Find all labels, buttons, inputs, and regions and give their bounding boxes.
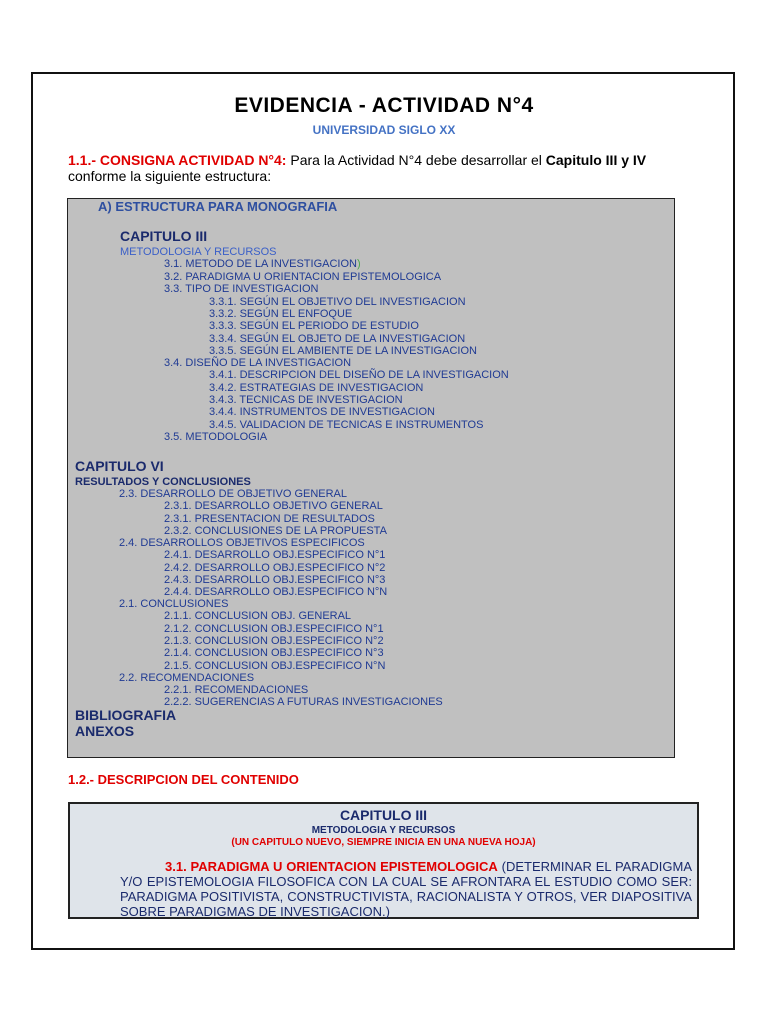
toc-item: 2.1.1. CONCLUSION OBJ. GENERAL bbox=[164, 610, 352, 622]
cap6-title: CAPITULO VI bbox=[75, 458, 164, 474]
desc-para-red: 3.1. PARADIGMA U ORIENTACION EPISTEMOLOGICA bbox=[165, 859, 498, 874]
toc-item: 3.3.5. SEGÚN EL AMBIENTE DE LA INVESTIGACION bbox=[209, 345, 477, 357]
toc-item: 3.4.4. INSTRUMENTOS DE INVESTIGACION bbox=[209, 406, 435, 418]
toc-item: 2.4.2. DESARROLLO OBJ.ESPECIFICO N°2 bbox=[164, 562, 386, 574]
document-title: EVIDENCIA - ACTIVIDAD N°4 bbox=[234, 94, 534, 117]
consigna-text-1: Para la Actividad N°4 debe desarrollar el bbox=[286, 152, 546, 168]
toc-item: 3.2. PARADIGMA U ORIENTACION EPISTEMOLOGICA bbox=[164, 271, 442, 283]
anexos-heading: ANEXOS bbox=[75, 723, 135, 739]
toc-item: 2.1.4. CONCLUSION OBJ.ESPECIFICO N°3 bbox=[164, 647, 384, 659]
toc-item: 3.4.3. TECNICAS DE INVESTIGACION bbox=[209, 394, 403, 406]
toc-item: 2.4.1. DESARROLLO OBJ.ESPECIFICO N°1 bbox=[164, 549, 386, 561]
structure-heading: A) ESTRUCTURA PARA MONOGRAFIA bbox=[98, 199, 338, 214]
toc-item: 2.2.1. RECOMENDACIONES bbox=[164, 684, 309, 696]
toc-item: 2.3.1. PRESENTACION DE RESULTADOS bbox=[164, 513, 375, 525]
toc-item: 2.3.1. DESARROLLO OBJETIVO GENERAL bbox=[164, 500, 383, 512]
toc-item: 2.2. RECOMENDACIONES bbox=[119, 672, 255, 684]
toc-item: 3.5. METODOLOGIA bbox=[164, 431, 268, 443]
toc-item: 2.4. DESARROLLOS OBJETIVOS ESPECIFICOS bbox=[119, 537, 365, 549]
desc-cap-title: CAPITULO III bbox=[339, 807, 428, 823]
toc-item: 2.3. DESARROLLO DE OBJETIVO GENERAL bbox=[119, 488, 348, 500]
descripcion-heading: 1.2.- DESCRIPCION DEL CONTENIDO bbox=[68, 772, 299, 787]
consigna-text-2: conforme la siguiente estructura: bbox=[68, 168, 272, 184]
desc-paragraph bbox=[120, 859, 692, 919]
toc-item: 3.4. DISEÑO DE LA INVESTIGACION bbox=[164, 357, 352, 369]
toc-item: 2.3.2. CONCLUSIONES DE LA PROPUESTA bbox=[164, 525, 387, 537]
desc-cap-subtitle: METODOLOGIA Y RECURSOS bbox=[311, 825, 456, 836]
consigna-bold: Capitulo III y IV bbox=[545, 152, 647, 168]
consigna-label: 1.1.- CONSIGNA ACTIVIDAD N°4: bbox=[68, 152, 287, 168]
toc-item: 3.3.4. SEGÚN EL OBJETO DE LA INVESTIGACION bbox=[209, 333, 466, 345]
desc-note: (UN CAPITULO NUEVO, SIEMPRE INICIA EN UNA NUEVA HOJA) bbox=[231, 837, 536, 848]
cap3-title: CAPITULO III bbox=[120, 228, 208, 244]
toc-item: 3.3.1. SEGÚN EL OBJETIVO DEL INVESTIGACION bbox=[209, 296, 466, 308]
consigna-paragraph bbox=[68, 152, 708, 184]
toc-item: 3.4.5. VALIDACION DE TECNICAS E INSTRUMENTOS bbox=[209, 419, 484, 431]
bibliografia-heading: BIBLIOGRAFIA bbox=[75, 707, 177, 723]
desc-para-text: (DETERMINAR EL PARADIGMA Y/O EPISTEMOLOGIA FILOSOFICA CON LA CUAL SE AFRONTARA EL ESTUDIO COMO SER: PARADIGMA POSITIVISTA, CONSTRUCTIVISTA, RACIONALISTA Y OTROS, VER DIAPOSITIVA SOBRE PARADIGMAS DE INVESTIGACION.) bbox=[120, 859, 692, 919]
cap3-subtitle: METODOLOGIA Y RECURSOS bbox=[120, 246, 277, 258]
toc-item: 2.4.4. DESARROLLO OBJ.ESPECIFICO N°N bbox=[164, 586, 388, 598]
toc-item: 2.1. CONCLUSIONES bbox=[119, 598, 229, 610]
toc-item: 3.3.3. SEGÚN EL PERIODO DE ESTUDIO bbox=[209, 320, 419, 332]
toc-item: 3.3. TIPO DE INVESTIGACION bbox=[164, 283, 319, 295]
descripcion-box bbox=[68, 802, 699, 919]
toc-item: 3.4.2. ESTRATEGIAS DE INVESTIGACION bbox=[209, 382, 424, 394]
toc-item: 2.1.3. CONCLUSION OBJ.ESPECIFICO N°2 bbox=[164, 635, 384, 647]
toc-item: 3.1. METODO DE LA INVESTIGACION) bbox=[164, 258, 361, 270]
toc-item: 2.4.3. DESARROLLO OBJ.ESPECIFICO N°3 bbox=[164, 574, 386, 586]
toc-item: 3.3.2. SEGÚN EL ENFOQUE bbox=[209, 308, 353, 320]
toc-item: 3.4.1. DESCRIPCION DEL DISEÑO DE LA INVESTIGACION bbox=[209, 369, 509, 381]
toc-item: 2.1.5. CONCLUSION OBJ.ESPECIFICO N°N bbox=[164, 660, 386, 672]
cap6-subtitle: RESULTADOS Y CONCLUSIONES bbox=[75, 476, 251, 488]
document-subtitle: UNIVERSIDAD SIGLO XX bbox=[312, 123, 456, 137]
toc-item: 2.1.2. CONCLUSION OBJ.ESPECIFICO N°1 bbox=[164, 623, 384, 635]
toc-item: 2.2.2. SUGERENCIAS A FUTURAS INVESTIGACIONES bbox=[164, 696, 443, 708]
structure-box bbox=[67, 198, 675, 758]
